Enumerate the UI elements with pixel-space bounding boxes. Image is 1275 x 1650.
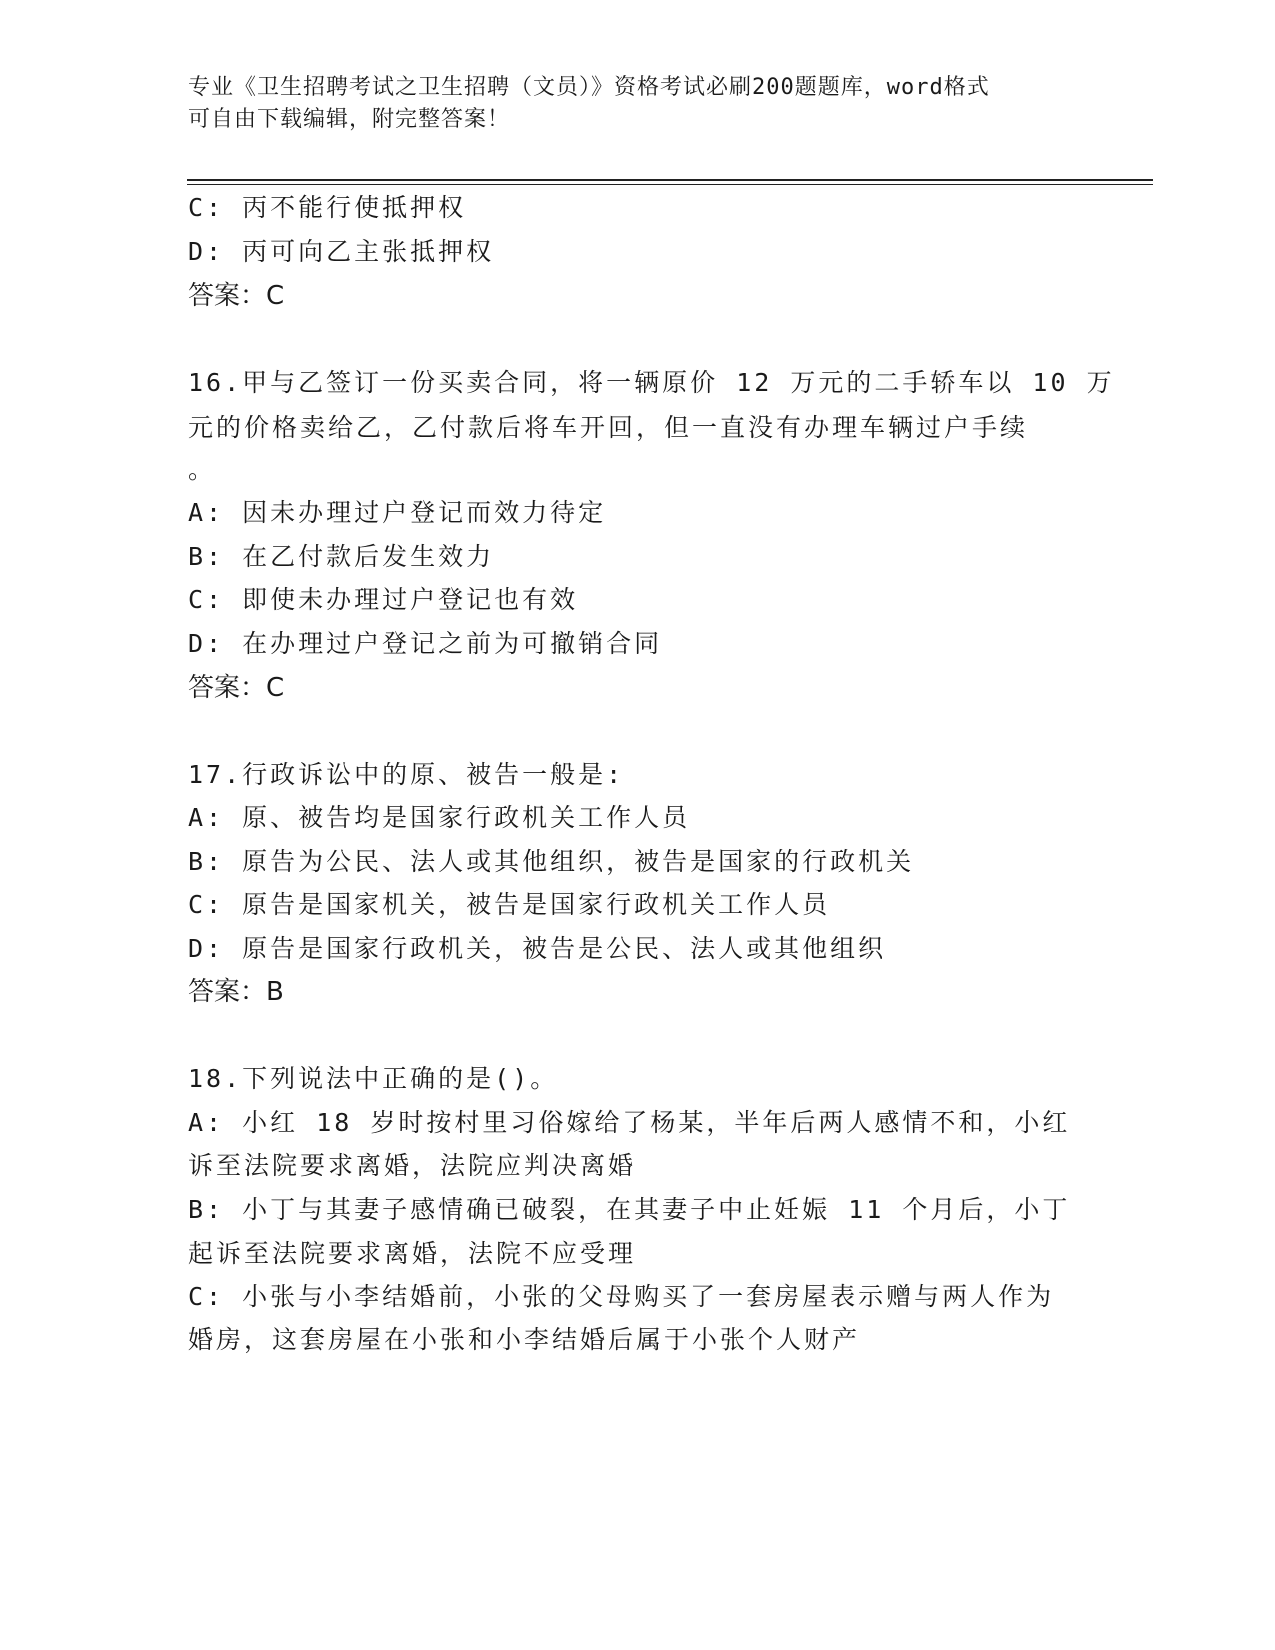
q15-answer: 答案：C (188, 281, 285, 311)
header-line-2: 可自由下载编辑，附完整答案！ (188, 107, 511, 132)
header-rule-thick (187, 179, 1153, 181)
q17-option-d: D: 原告是国家行政机关，被告是公民、法人或其他组织 (188, 934, 887, 963)
q18-option-b-line-2: 起诉至法院要求离婚，法院不应受理 (188, 1239, 637, 1268)
q18-option-a-line-2: 诉至法院要求离婚，法院应判决离婚 (188, 1151, 637, 1180)
document-header (188, 72, 1088, 136)
q15-option-d: D: 丙可向乙主张抵押权 (188, 237, 495, 266)
q18-stem: 18.下列说法中正确的是()。 (188, 1064, 559, 1093)
q16-option-d: D: 在办理过户登记之前为可撤销合同 (188, 629, 663, 658)
q17-option-a: A: 原、被告均是国家行政机关工作人员 (188, 803, 691, 832)
q17-answer: 答案：B (188, 977, 284, 1007)
q18-option-a-line-1: A: 小红 18 岁时按村里习俗嫁给了杨某，半年后两人感情不和，小红 (188, 1108, 1071, 1137)
q17-option-b: B: 原告为公民、法人或其他组织，被告是国家的行政机关 (188, 847, 915, 876)
q17-stem: 17.行政诉讼中的原、被告一般是: (188, 760, 625, 789)
q16-option-b: B: 在乙付款后发生效力 (188, 542, 495, 571)
q17-option-c: C: 原告是国家机关，被告是国家行政机关工作人员 (188, 890, 831, 919)
q18-option-c-line-1: C: 小张与小李结婚前，小张的父母购买了一套房屋表示赠与两人作为 (188, 1282, 1055, 1311)
header-line-1: 专业《卫生招聘考试之卫生招聘（文员）》资格考试必刷200题题库，word格式 (188, 75, 990, 100)
q18-option-c-line-2: 婚房，这套房屋在小张和小李结婚后属于小张个人财产 (188, 1325, 861, 1354)
q15-option-c: C: 丙不能行使抵押权 (188, 193, 467, 222)
q16-option-c: C: 即使未办理过户登记也有效 (188, 585, 579, 614)
header-rule-thin (187, 184, 1153, 185)
q18-option-b-line-1: B: 小丁与其妻子感情确已破裂，在其妻子中止妊娠 11 个月后，小丁 (188, 1195, 1071, 1224)
q16-stem-line-1: 16.甲与乙签订一份买卖合同，将一辆原价 12 万元的二手轿车以 10 万 (188, 368, 1115, 397)
q16-stem-line-2: 元的价格卖给乙，乙付款后将车开回，但一直没有办理车辆过户手续 (188, 413, 1029, 442)
q16-option-a: A: 因未办理过户登记而效力待定 (188, 498, 607, 527)
q16-answer: 答案：C (188, 673, 285, 703)
q16-stem-line-3: 。 (188, 455, 217, 484)
